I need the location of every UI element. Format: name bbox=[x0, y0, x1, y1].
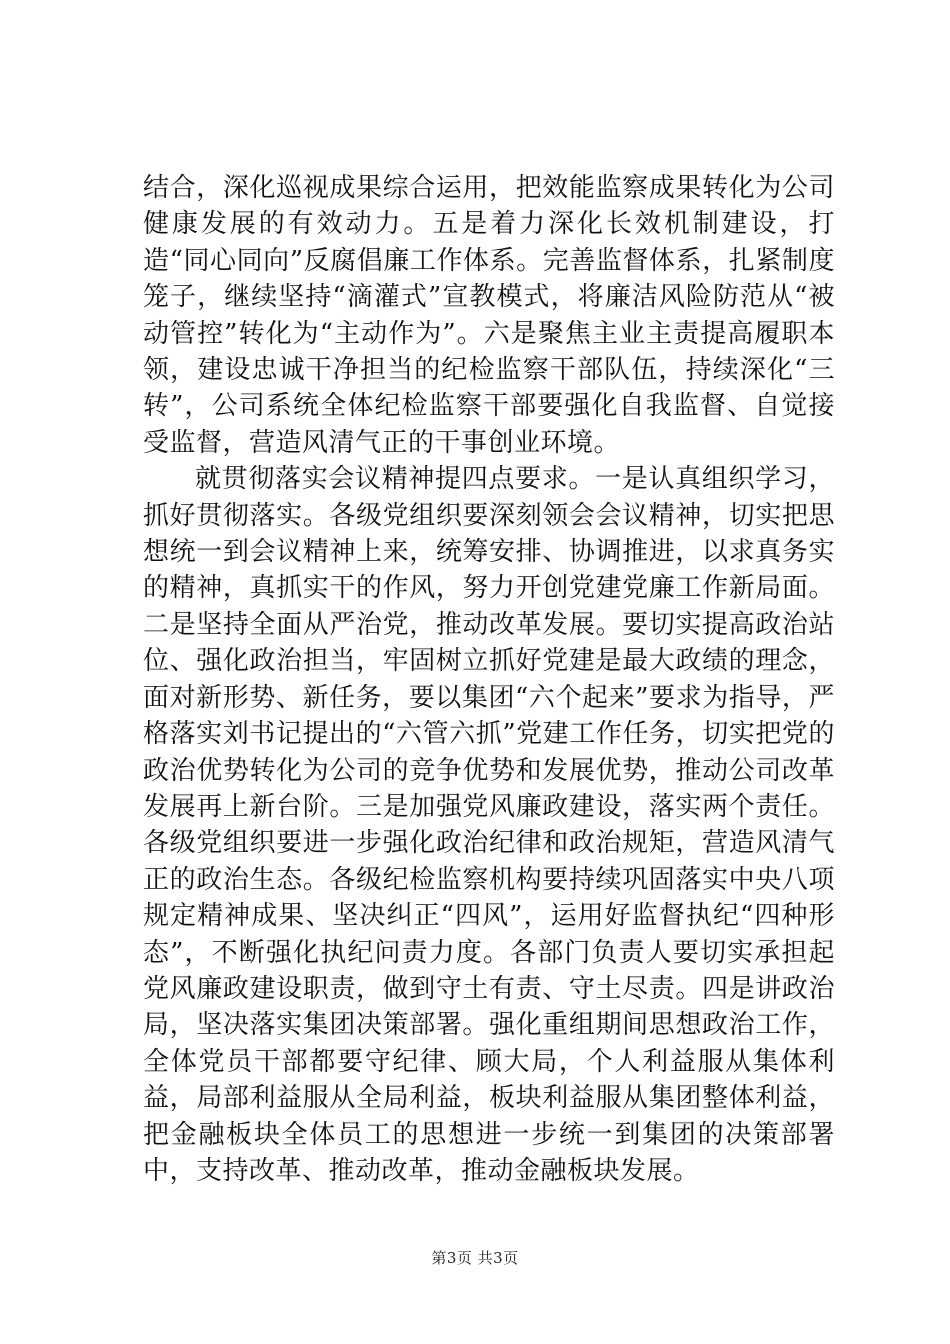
body-paragraph: 结合，深化巡视成果综合运用，把效能监察成果转化为公司健康发展的有效动力。五是着力深化长效机制建设，打造“同心同向”反腐倡廉工作体系。完善监督体系，扎紧制度笼子，继续坚持“滴灌式”宣教模式，将廉洁风险防范从“被动管控”转化为“主动作为”。六是聚焦主业主责提高履职本领，建设忠诚干净担当的纪检监察干部队伍，持续深化“三转”，公司系统全体纪检监察干部要强化自我监督、自觉接受监督，营造风清气正的干事创业环境。 bbox=[143, 173, 835, 458]
body-paragraph: 就贯彻落实会议精神提四点要求。一是认真组织学习，抓好贯彻落实。各级党组织要深刻领会会议精神，切实把思想统一到会议精神上来，统筹安排、协调推进，以求真务实的精神，真抓实干的作风，努力开创党建党廉工作新局面。二是坚持全面从严治党，推动改革发展。要切实提高政治站位、强化政治担当，牢固树立抓好党建是最大政绩的理念，面对新形势、新任务，要以集团“六个起来”要求为指导，严格落实刘书记提出的“六管六抓”党建工作任务，切实把党的政治优势转化为公司的竞争优势和发展优势，推动公司改革发展再上新台阶。三是加强党风廉政建设，落实两个责任。各级党组织要进一步强化政治纪律和政治规矩，营造风清气正的政治生态。各级纪检监察机构要持续巩固落实中央八项规定精神成果、坚决纠正“四风”，运用好监督执纪“四种形态”，不断强化执纪问责力度。各部门负责人要切实承担起党风廉政建设职责，做到守土有责、守土尽责。四是讲政治局，坚决落实集团决策部署。强化重组期间思想政治工作，全体党员干部都要守纪律、顾大局，个人利益服从集体利益，局部利益服从全局利益，板块利益服从集团整体利益，把金融板块全体员工的思想进一步统一到集团的决策部署中，支持改革、推动改革，推动金融板块发展。 bbox=[143, 464, 835, 1186]
page-number-footer: 第3页 共3页 bbox=[431, 1249, 519, 1267]
document-body bbox=[143, 170, 835, 1189]
